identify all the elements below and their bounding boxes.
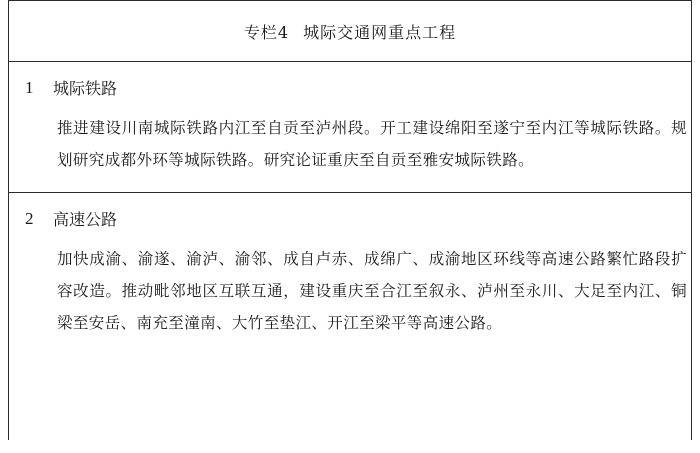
section-heading-text: 城际铁路 xyxy=(53,79,118,98)
section-expressway xyxy=(9,193,691,453)
section-heading-text: 高速公路 xyxy=(53,210,118,229)
section-intercity-railway xyxy=(9,62,691,193)
section-heading xyxy=(25,207,117,230)
section-number: 2 xyxy=(25,208,34,228)
section-number: 1 xyxy=(25,77,34,97)
section-body: 推进建设川南城际铁路内江至自贡至泸州段。开工建设绵阳至遂宁至内江等城际铁路。规划研究成都外环等城际铁路。研究论证重庆至自贡至雅安城际铁路。 xyxy=(57,119,687,169)
section-heading xyxy=(25,76,117,99)
box-title xyxy=(9,1,691,62)
box-title-main: 城际交通网重点工程 xyxy=(303,22,457,42)
box-title-prefix: 专栏4 xyxy=(243,22,290,42)
section-body: 加快成渝、渝遂、渝泸、渝邻、成自卢赤、成绵广、成渝地区环线等高速公路繁忙路段扩容改造。推动毗邻地区互联互通，建设重庆至合江至叙永、泸州至永川、大足至内江、铜梁至安岳、南充至潼南、大竹至垫江、开江至梁平等高速公路。 xyxy=(57,250,687,332)
column-box xyxy=(8,0,692,440)
